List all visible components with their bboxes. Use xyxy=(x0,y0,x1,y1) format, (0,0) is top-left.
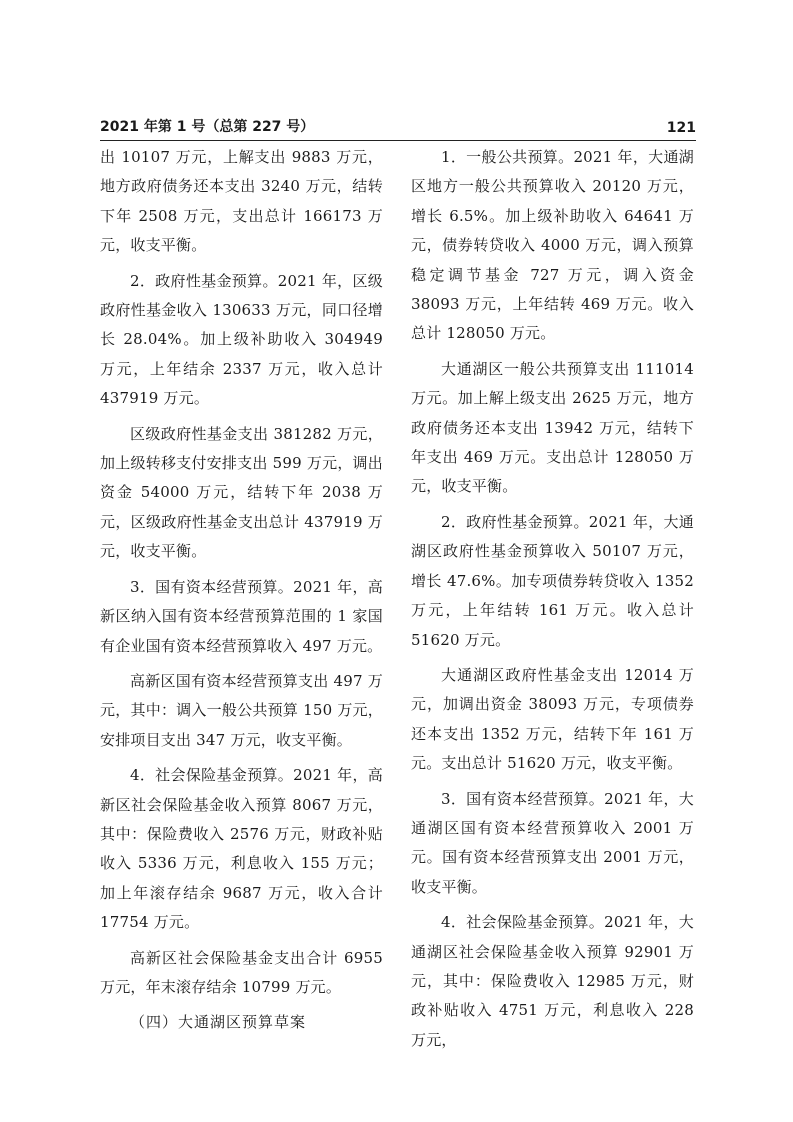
page-header xyxy=(100,112,696,141)
right-column xyxy=(411,143,694,1061)
paragraph: 高新区社会保险基金支出合计 6955 万元，年末滚存结余 10799 万元。 xyxy=(100,948,383,996)
paragraph: 2．政府性基金预算。2021 年，区级政府性基金收入 130633 万元，同口径增长 28.04%。加上级补助收入 304949 万元，上年结余 2337 万元，收入总计 437919 万元。 xyxy=(100,271,383,408)
paragraph: 3．国有资本经营预算。2021 年，高新区纳入国有资本经营预算范围的 1 家国有企业国有资本经营预算收入 497 万元。 xyxy=(100,577,383,655)
paragraph: 区级政府性基金支出 381282 万元，加上级转移支付安排支出 599 万元，调出资金 54000 万元，结转下年 2038 万元，区级政府性基金支出总计 437919 万元，收支平衡。 xyxy=(100,424,383,561)
issue-label: 2021 年第 1 号（总第 227 号） xyxy=(100,119,315,135)
paragraph: 3．国有资本经营预算。2021 年，大通湖区国有资本经营预算收入 2001 万元。国有资本经营预算支出 2001 万元，收支平衡。 xyxy=(411,789,694,896)
paragraph: 高新区国有资本经营预算支出 497 万元，其中：调入一般公共预算 150 万元，安排项目支出 347 万元，收支平衡。 xyxy=(100,671,383,749)
paragraph: 2．政府性基金预算。2021 年，大通湖区政府性基金预算收入 50107 万元，增长 47.6%。加专项债券转贷收入 1352 万元，上年结转 161 万元。收入总计 51620 万元。 xyxy=(411,512,694,649)
paragraph: 出 10107 万元，上解支出 9883 万元，地方政府债务还本支出 3240 万元，结转下年 2508 万元，支出总计 166173 万元，收支平衡。 xyxy=(100,148,383,255)
section-heading: （四）大通湖区预算草案 xyxy=(130,1013,307,1032)
paragraph: 大通湖区一般公共预算支出 111014 万元。加上解上级支出 2625 万元，地方政府债务还本支出 13942 万元，结转下年支出 469 万元。支出总计 128050 万元，收支平衡。 xyxy=(411,359,694,496)
left-column xyxy=(100,143,383,1044)
page-number: 121 xyxy=(666,120,696,136)
paragraph: 1．一般公共预算。2021 年，大通湖区地方一般公共预算收入 20120 万元，增长 6.5%。加上级补助收入 64641 万元，债券转贷收入 4000 万元，调入预算稳定调节基金 727 万元，调入资金 38093 万元，上年结转 469 万元。收入总计 128050 万元。 xyxy=(411,148,694,343)
paragraph: 4．社会保险基金预算。2021 年，大通湖区社会保险基金收入预算 92901 万元，其中：保险费收入 12985 万元，财政补贴收入 4751 万元，利息收入 228 万元， xyxy=(411,913,694,1049)
paragraph: 大通湖区政府性基金支出 12014 万元，加调出资金 38093 万元，专项债券还本支出 1352 万元，结转下年 161 万元。支出总计 51620 万元，收支平衡。 xyxy=(411,665,694,773)
paragraph: 4．社会保险基金预算。2021 年，高新区社会保险基金收入预算 8067 万元，其中：保险费收入 2576 万元，财政补贴收入 5336 万元，利息收入 155 万元；加上年滚存结余 9687 万元，收入合计 17754 万元。 xyxy=(100,766,383,932)
